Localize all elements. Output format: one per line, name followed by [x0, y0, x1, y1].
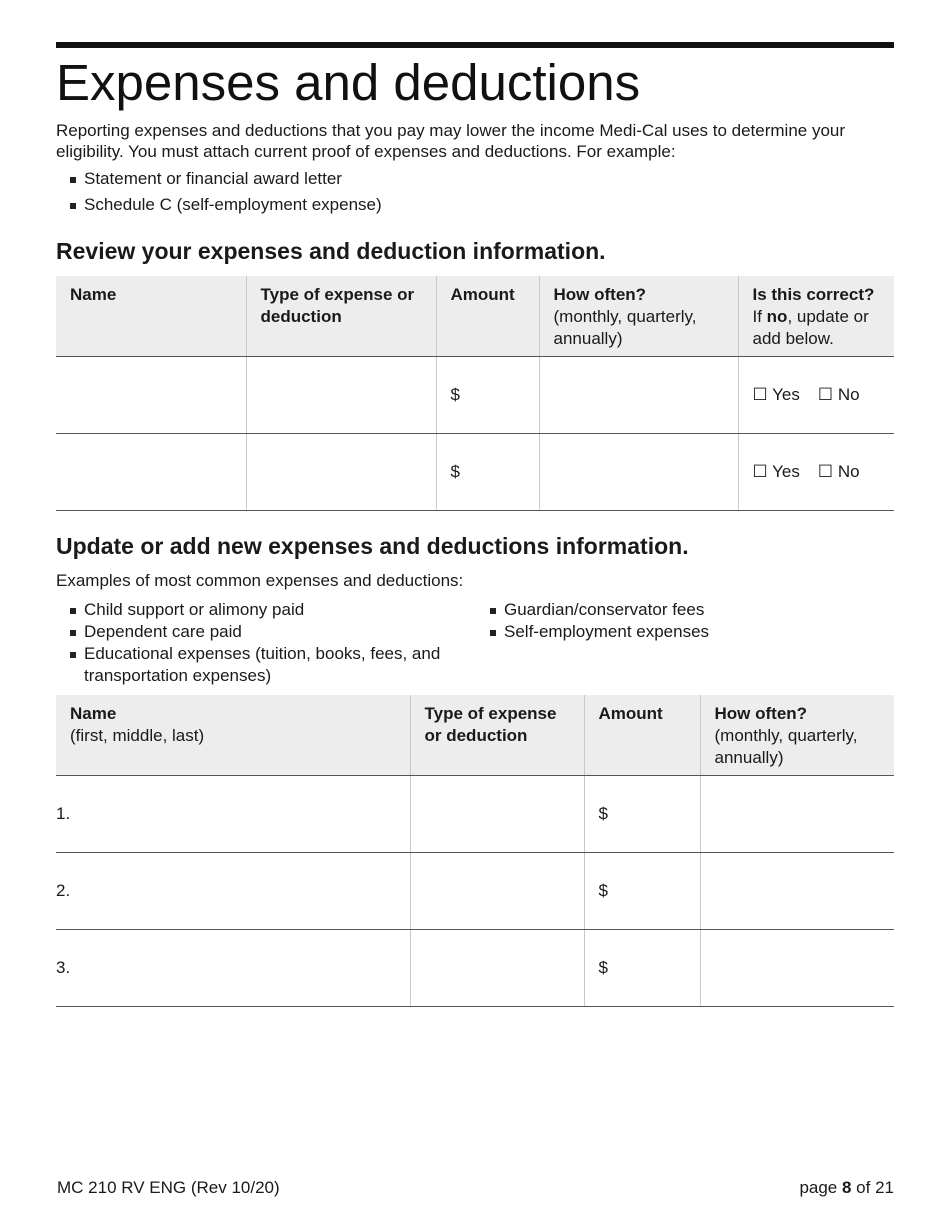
- table-row: [56, 929, 894, 1006]
- col-correct: Is this correct? If no, update or add below.: [738, 276, 894, 357]
- list-item: Dependent care paid: [56, 621, 476, 643]
- col-amount: Amount: [436, 276, 539, 357]
- page-title: Expenses and deductions: [56, 54, 641, 111]
- amount-cell[interactable]: [436, 356, 539, 433]
- col-name: Name: [56, 276, 246, 357]
- list-item: Self-employment expenses: [476, 621, 876, 643]
- how-often-cell[interactable]: [539, 356, 738, 433]
- correct-cell: [738, 356, 894, 433]
- col-type: Type of expense or deduction: [410, 695, 584, 776]
- intro-text: Reporting expenses and deductions that you pay may lower the income Medi-Cal uses to determine your eligibility. You must attach current proof of expenses and deductions. For example:: [56, 120, 846, 161]
- how-often-cell[interactable]: [700, 929, 894, 1006]
- examples-intro: Examples of most common expenses and deductions:: [56, 570, 464, 590]
- list-item: Statement or financial award letter: [56, 168, 894, 190]
- how-often-cell[interactable]: [700, 775, 894, 852]
- type-cell[interactable]: [246, 356, 436, 433]
- page: [56, 42, 894, 1007]
- footer: [57, 1178, 894, 1198]
- col-amount: Amount: [584, 695, 700, 776]
- no-checkbox[interactable]: ☐ No: [817, 384, 860, 404]
- how-often-cell[interactable]: [700, 852, 894, 929]
- currency-symbol: $: [450, 384, 460, 404]
- table-row: [56, 356, 894, 433]
- proof-examples-list: [56, 168, 894, 216]
- table-row: [56, 433, 894, 510]
- name-cell[interactable]: [56, 433, 246, 510]
- row-number: 3.: [56, 957, 71, 977]
- amount-cell[interactable]: [584, 852, 700, 929]
- type-cell[interactable]: [410, 852, 584, 929]
- list-item: Schedule C (self-employment expense): [56, 194, 894, 216]
- type-cell[interactable]: [410, 929, 584, 1006]
- no-checkbox[interactable]: ☐ No: [817, 461, 860, 481]
- examples-list-left: [56, 599, 476, 687]
- list-item: Educational expenses (tuition, books, fees, and transportation expenses): [56, 643, 454, 687]
- col-how-often: How often? (monthly, quarterly, annually): [700, 695, 894, 776]
- name-cell[interactable]: [56, 929, 410, 1006]
- row-number: 1.: [56, 803, 71, 823]
- update-header-row: [56, 695, 894, 776]
- form-id: MC 210 RV ENG (Rev 10/20): [57, 1178, 280, 1197]
- amount-cell[interactable]: [436, 433, 539, 510]
- list-item: Guardian/conservator fees: [476, 599, 876, 621]
- review-header-row: [56, 276, 894, 357]
- list-item: Child support or alimony paid: [56, 599, 476, 621]
- currency-symbol: $: [598, 957, 608, 977]
- currency-symbol: $: [450, 461, 460, 481]
- top-rule: [56, 42, 894, 48]
- yes-checkbox[interactable]: ☐ Yes: [752, 461, 800, 481]
- how-often-cell[interactable]: [539, 433, 738, 510]
- col-name: Name (first, middle, last): [56, 695, 410, 776]
- yes-checkbox[interactable]: ☐ Yes: [752, 384, 800, 404]
- table-row: [56, 852, 894, 929]
- table-row: [56, 775, 894, 852]
- name-cell[interactable]: [56, 775, 410, 852]
- update-heading: Update or add new expenses and deductions information.: [56, 532, 689, 559]
- name-cell[interactable]: [56, 852, 410, 929]
- name-cell[interactable]: [56, 356, 246, 433]
- currency-symbol: $: [598, 803, 608, 823]
- amount-cell[interactable]: [584, 775, 700, 852]
- review-heading: Review your expenses and deduction information.: [56, 237, 606, 264]
- examples-list-right: [476, 599, 876, 687]
- type-cell[interactable]: [246, 433, 436, 510]
- correct-cell: [738, 433, 894, 510]
- update-table: [56, 695, 894, 1007]
- review-table: [56, 276, 894, 511]
- currency-symbol: $: [598, 880, 608, 900]
- col-type: Type of expense or deduction: [246, 276, 436, 357]
- page-number: page 8 of 21: [799, 1178, 894, 1197]
- type-cell[interactable]: [410, 775, 584, 852]
- amount-cell[interactable]: [584, 929, 700, 1006]
- row-number: 2.: [56, 880, 71, 900]
- examples-columns: [56, 599, 894, 687]
- col-how-often: How often? (monthly, quarterly, annually): [539, 276, 738, 357]
